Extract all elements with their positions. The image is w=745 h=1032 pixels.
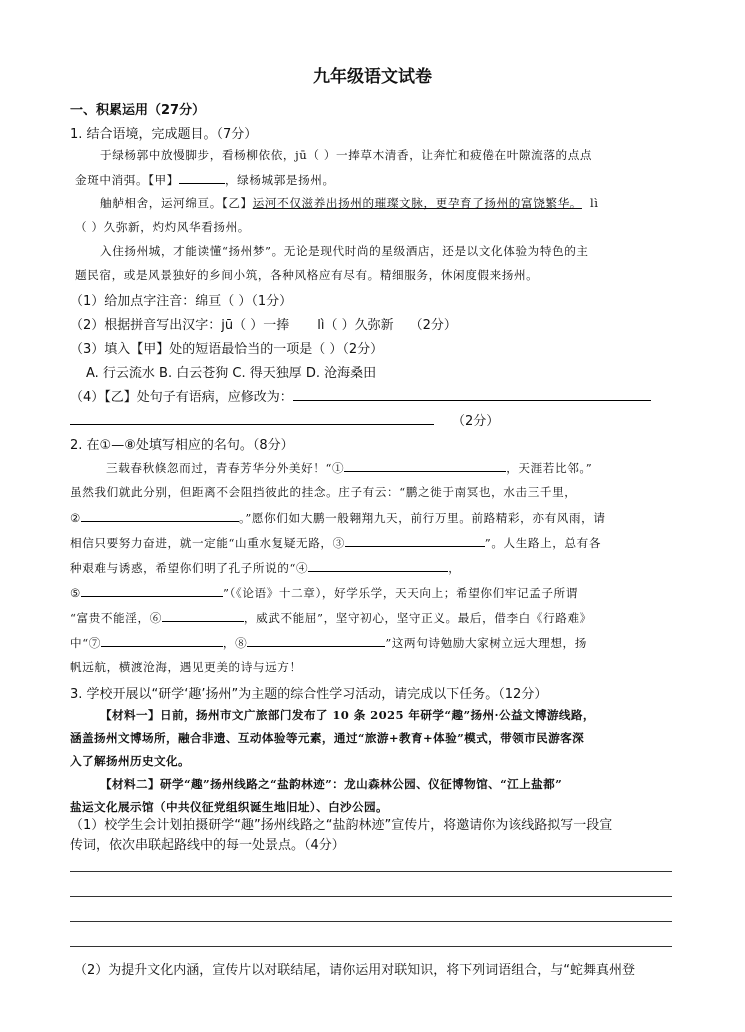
q1-subquestion-2: （2）根据拼音写出汉字：jū（ ）一捧 lì（ ）久弥新 （2分） (70, 318, 457, 333)
q1-passage-line: 舳舻相舍，运河绵亘。【乙】运河不仅滋养出扬州的璀璨文脉，更孕育了扬州的富饶繁华。 lì (100, 196, 599, 210)
material-2: 盐运文化展示馆（中共仪征党组织诞生地旧址）、白沙公园。 (70, 800, 389, 814)
answer-blank-2 (81, 509, 239, 522)
answer-blank-5 (81, 584, 223, 597)
writing-line (70, 871, 672, 872)
question-1-stem: 1. 结合语境，完成题目。（7分） (70, 127, 258, 142)
answer-line (293, 388, 651, 401)
q1-subquestion-4: （4）【乙】处句子有语病，应修改为： (70, 386, 651, 405)
q1-passage-line: 入住扬州城，才能读懂“扬州梦”。无论是现代时尚的星级酒店，还是以文化体验为特色的主 (100, 244, 589, 258)
answer-blank-1 (344, 459, 506, 472)
answer-line (70, 412, 434, 425)
q2-passage-line: “富贵不能淫，⑥ ，威武不能屈”，坚守初心，坚守正义。最后，借李白《行路难》 (70, 611, 592, 625)
q1-passage-line: 金斑中消弭。【甲】 ，绿杨城郭是扬州。 (75, 173, 335, 187)
question-3-stem: 3. 学校开展以“研学‘趣’扬州”为主题的综合性学习活动，请完成以下任务。（12分） (70, 687, 548, 702)
q1-subquestion-3: （3）填入【甲】处的短语最恰当的一项是（ ）（2分） (70, 342, 384, 357)
question-2-stem: 2. 在①—⑧处填写相应的名句。（8分） (70, 438, 294, 453)
q1-passage-line: 题民宿，或是风景独好的乡间小筑，各种风格应有尽有。精细服务，休闲度假来扬州。 (75, 268, 539, 282)
q3-subquestion-2: （2）为提升文化内涵，宣传片以对联结尾，请你运用对联知识，将下列词语组合，与“蛇舞真州登 (74, 963, 636, 978)
q1-subquestion-4-cont: （2分） (70, 410, 499, 429)
q1-passage-line: 于绿杨郭中放慢脚步，看杨柳依依，jū（ ）一捧草木清香，让奔忙和疲倦在叶隙流落的点点 (100, 148, 593, 162)
answer-blank-6 (162, 609, 244, 622)
page-title: 九年级语文试卷 (313, 67, 432, 87)
q2-passage-line: ② 。”愿你们如大鹏一般翱翔九天，前行万里。前路精彩，亦有风雨，请 (70, 511, 606, 525)
material-2: 【材料二】研学“趣”扬州线路之“盐韵林迹”：龙山森林公园、仪征博物馆、“江上盐都” (100, 777, 563, 791)
material-1: 涵盖扬州文博场所，融合非遗、互动体验等元素，通过“旅游+教育+体验”模式，带领市民游客深 (70, 731, 585, 745)
material-1: 入了解扬州历史文化。 (70, 754, 190, 768)
writing-line (70, 921, 672, 922)
q2-passage-line: 虽然我们就此分别，但距离不会阻挡彼此的挂念。庄子有云：“鹏之徙于南冥也，水击三千里， (70, 485, 577, 499)
q2-passage-line: 帆远航，横渡沧海，遇见更美的诗与远方！ (70, 660, 302, 674)
q1-subquestion-1: （1）给加点字注音：绵亘（ ）（1分） (70, 294, 293, 309)
q3-subquestion-1: 传词，依次串联起路线中的每一处景点。（4分） (70, 838, 345, 853)
section-heading: 一、积累运用（27分） (70, 103, 206, 118)
q2-passage-line: ⑤ ”（《论语》十二章），好学乐学，天天向上；希望你们牢记孟子所谓 (70, 586, 578, 600)
q2-passage-line: 三载春秋倏忽而过，青春芳华分外美好！“① ，天涯若比邻。” (106, 461, 593, 475)
writing-line (70, 896, 672, 897)
underlined-sentence-yi: 运河不仅滋养出扬州的璀璨文脉，更孕育了扬州的富饶繁华。 (252, 196, 582, 210)
answer-blank-8 (247, 634, 385, 647)
answer-blank-3 (345, 534, 485, 547)
answer-blank-jia (179, 171, 225, 184)
writing-line (70, 946, 672, 947)
q2-passage-line: 种艰难与诱惑，希望你们明了孔子所说的“④ ， (70, 561, 461, 575)
material-1: 【材料一】日前，扬州市文广旅部门发布了 10 条 2025 年研学“趣”扬州·公益文博游线路， (100, 708, 595, 722)
answer-blank-7 (101, 634, 223, 647)
q2-passage-line: 中“⑦ ，⑧ ”这两句诗勉励大家树立远大理想，扬 (70, 636, 587, 650)
q3-subquestion-1: （1）校学生会计划拍摄研学“趣”扬州线路之“盐韵林迹”宣传片，将邀请你为该线路拟写一段宣 (70, 818, 613, 833)
q1-passage-line: （ ）久弥新，灼灼风华看扬州。 (75, 220, 250, 234)
answer-blank-4 (308, 559, 448, 572)
q1-options: A. 行云流水 B. 白云苍狗 C. 得天独厚 D. 沧海桑田 (86, 366, 377, 381)
q2-passage-line: 相信只要努力奋进，就一定能“山重水复疑无路，③ ”。人生路上，总有各 (70, 536, 602, 550)
